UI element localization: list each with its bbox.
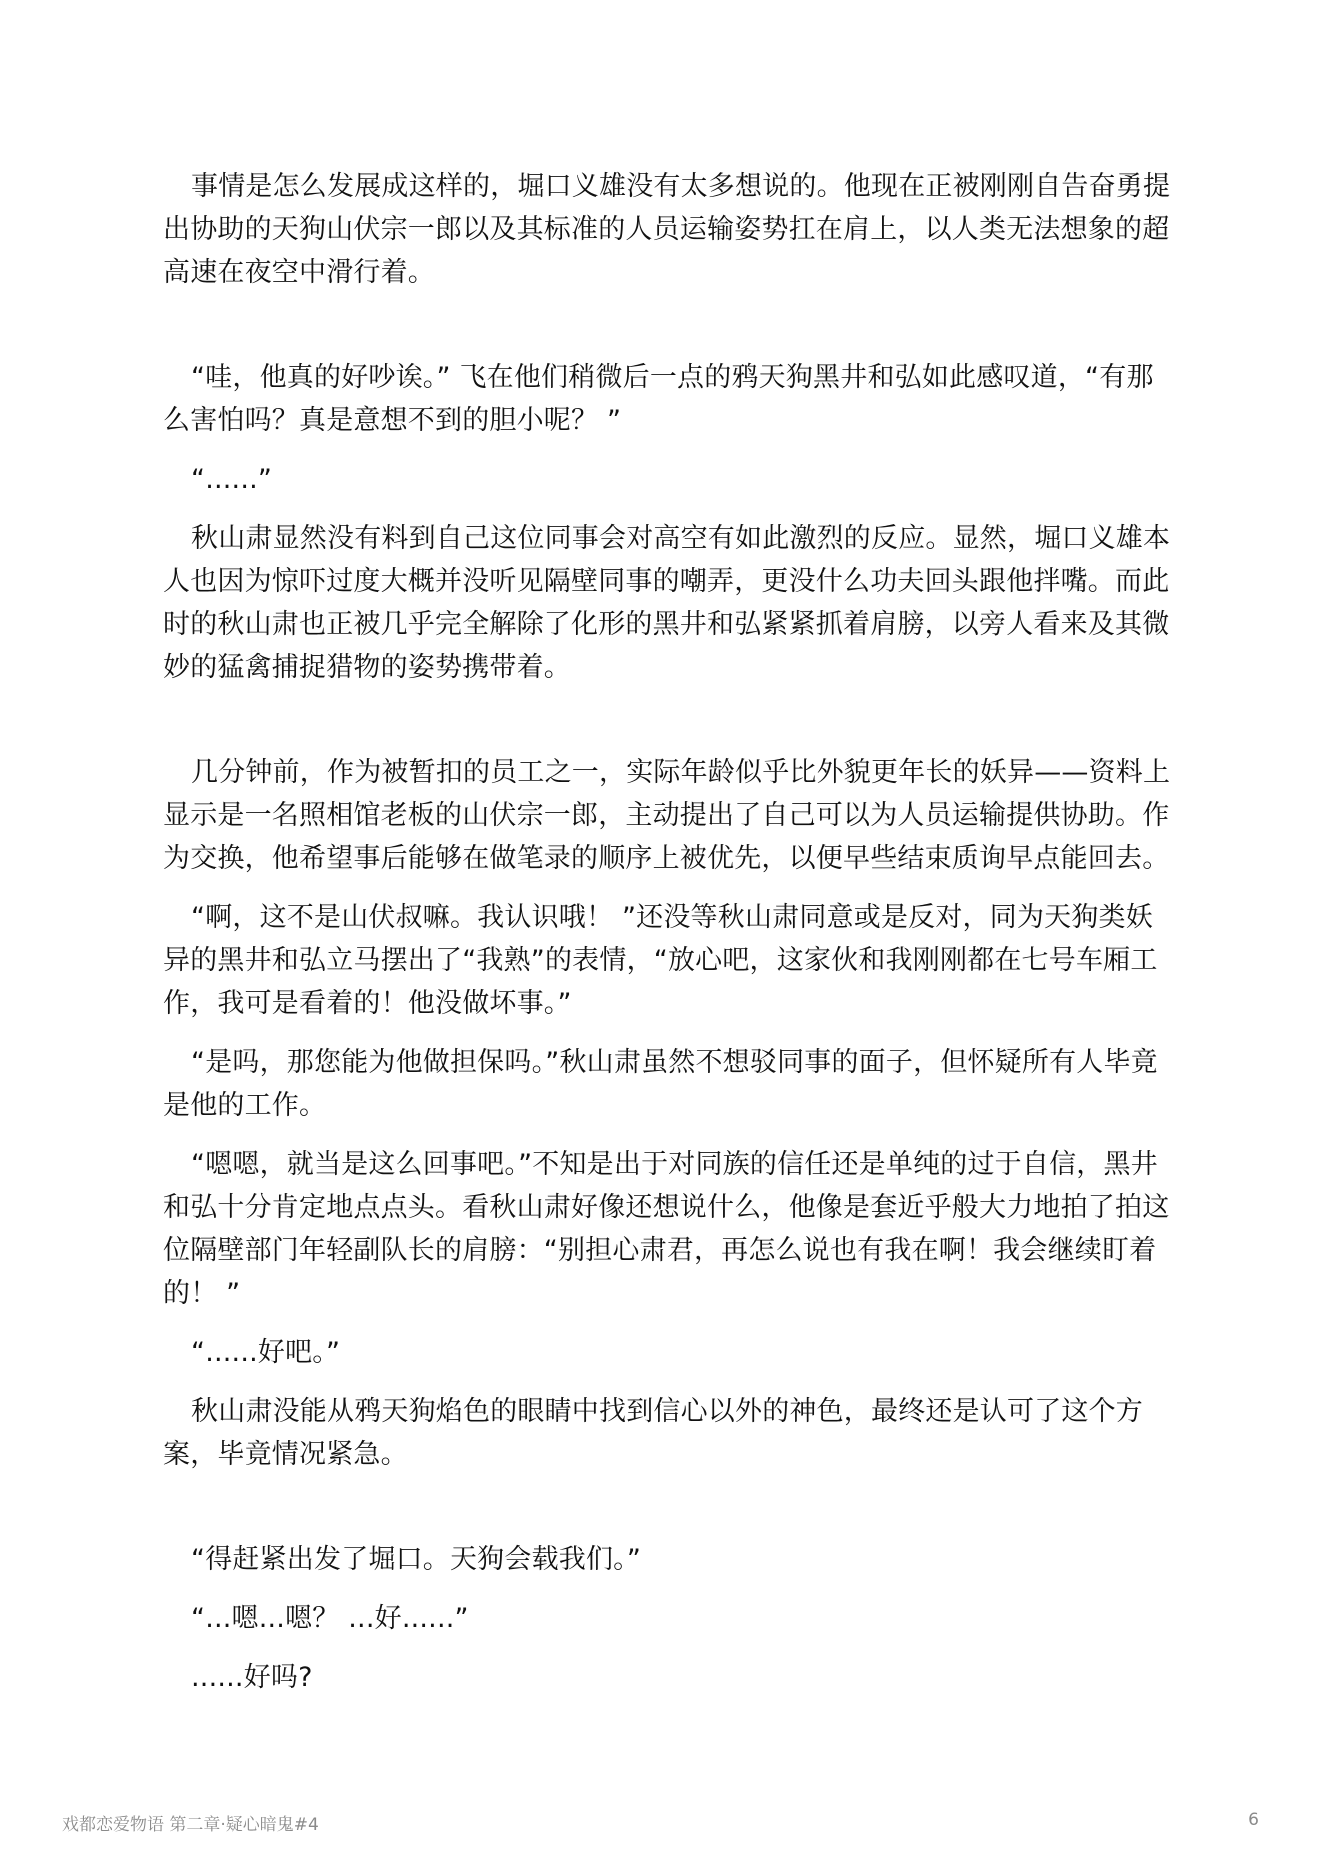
paragraph-10: 秋山肃没能从鸦天狗焰色的眼睛中找到信心以外的神色，最终还是认可了这个方案，毕竟情况紧急。 (163, 1396, 1143, 1470)
paragraph-13: ......好吗? (191, 1662, 313, 1693)
paragraph-9: “......好吧。” (191, 1337, 341, 1368)
page-number: 6 (1248, 1810, 1259, 1830)
paragraph-12: “...嗯...嗯？ ...好......” (191, 1603, 469, 1634)
paragraph-8: “嗯嗯，就当是这么回事吧。”不知是出于对同族的信任还是单纯的过于自信，黑井和弘十分肯定地点点头。看秋山肃好像还想说什么，他像是套近乎般大力地拍了拍这位隔壁部门年轻副队长的肩膀：“别担心肃君，再怎么说也有我在啊！我会继续盯着的！ ” (163, 1149, 1170, 1309)
paragraph-11: “得赶紧出发了堀口。天狗会载我们。” (191, 1544, 642, 1575)
paragraph-4: 秋山肃显然没有料到自己这位同事会对高空有如此激烈的反应。显然，堀口义雄本人也因为惊吓过度大概并没听见隔壁同事的嘲弄，更没什么功夫回头跟他拌嘴。而此时的秋山肃也正被几乎完全解除了化形的黑井和弘紧紧抓着肩膀，以旁人看来及其微妙的猛禽捕捉猎物的姿势携带着。 (163, 523, 1171, 683)
paragraph-5: 几分钟前，作为被暂扣的员工之一，实际年龄似乎比外貌更年长的妖异——资料上显示是一名照相馆老板的山伏宗一郎，主动提出了自己可以为人员运输提供协助。作为交换，他希望事后能够在做笔录的顺序上被优先，以便早些结束质询早点能回去。 (163, 757, 1171, 874)
paragraph-2: “哇，他真的好吵诶。” 飞在他们稍微后一点的鸦天狗黑井和弘如此感叹道，“有那么害怕吗？真是意想不到的胆小呢？ ” (163, 362, 1154, 436)
paragraph-1: 事情是怎么发展成这样的，堀口义雄没有太多想说的。他现在正被刚刚自告奋勇提出协助的天狗山伏宗一郎以及其标准的人员运输姿势扛在肩上，以人类无法想象的超高速在夜空中滑行着。 (163, 171, 1171, 288)
paragraph-3: “......” (191, 464, 273, 495)
paragraph-7: “是吗，那您能为他做担保吗。”秋山肃虽然不想驳同事的面子，但怀疑所有人毕竟是他的工作。 (163, 1047, 1158, 1121)
page-body (163, 165, 1173, 1715)
paragraph-6: “啊，这不是山伏叔嘛。我认识哦！ ”还没等秋山肃同意或是反对，同为天狗类妖异的黑井和弘立马摆出了“我熟”的表情，“放心吧，这家伙和我刚刚都在七号车厢工作，我可是看着的！他没做坏事。” (163, 902, 1158, 1019)
footer-title: 戏都恋爱物语 第二章·疑心暗鬼#4 (62, 1815, 319, 1835)
